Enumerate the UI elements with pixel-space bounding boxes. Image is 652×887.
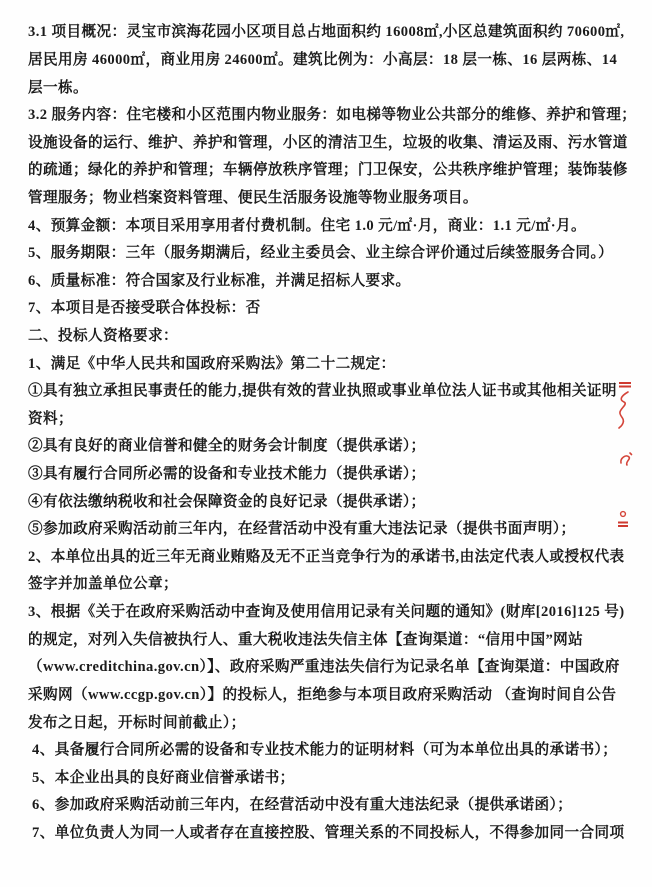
document-text bbox=[28, 17, 642, 845]
document-line: 5、本企业出具的良好商业信誉承诺书； bbox=[28, 769, 295, 786]
document-line: 层一栋。 bbox=[28, 79, 88, 96]
document-line: 3.2 服务内容：住宅楼和小区范围内物业服务：如电梯等物业公共部分的维修、养护和管理； bbox=[28, 107, 637, 124]
document-line: ⑤参加政府采购活动前三年内，在经营活动中没有重大违法记录（提供书面声明）； bbox=[28, 521, 576, 538]
document-line: 3、根据《关于在政府采购活动中查询及使用信用记录有关问题的通知》(财库[2016]125 号) bbox=[28, 604, 625, 621]
document-line: 的规定，对列入失信被执行人、重大税收违法失信主体【查询渠道：“信用中国”网站 bbox=[28, 631, 584, 648]
document-line: ④有依法缴纳税收和社会保障资金的良好记录（提供承诺）； bbox=[28, 493, 426, 510]
document-line: 4、具备履行合同所必需的设备和专业技术能力的证明材料（可为本单位出具的承诺书）； bbox=[28, 742, 618, 759]
document-line: 发布之日起，开标时间前截止）； bbox=[28, 714, 246, 731]
document-line: 7、本项目是否接受联合体投标：否 bbox=[28, 300, 261, 317]
document-line: 6、质量标准：符合国家及行业标准，并满足招标人要求。 bbox=[28, 272, 411, 289]
document-line: （www.creditchina.gov.cn）】、政府采购严重违法失信行为记录名单【查询渠道：中国政府 bbox=[28, 659, 620, 676]
document-line: 3.1 项目概况：灵宝市滨海花园小区项目总占地面积约 16008㎡,小区总建筑面积约 70600㎡, bbox=[28, 24, 625, 41]
document-line: ①具有独立承担民事责任的能力,提供有效的营业执照或事业单位法人证书或其他相关证明 bbox=[28, 383, 617, 400]
document-line: 签字并加盖单位公章； bbox=[28, 576, 178, 593]
document-line: ③具有履行合同所必需的设备和专业技术能力（提供承诺）； bbox=[28, 466, 426, 483]
document-line: 的疏通；绿化的养护和管理；车辆停放秩序管理；门卫保安，公共秩序维护管理；装饰装修 bbox=[28, 162, 628, 179]
document-line: 1、满足《中华人民共和国政府采购法》第二十二规定： bbox=[28, 355, 396, 372]
document-line: ②具有良好的商业信誉和健全的财务会计制度（提供承诺）； bbox=[28, 438, 426, 455]
document-line: 4、预算金额：本项目采用享用者付费机制。住宅 1.0 元/㎡·月，商业：1.1 元/㎡·月。 bbox=[28, 217, 586, 234]
document-line: 管理服务；物业档案资料管理、便民生活服务设施等物业服务项目。 bbox=[28, 189, 478, 206]
document-line: 5、服务期限：三年（服务期满后，经业主委员会、业主综合评价通过后续签服务合同。） bbox=[28, 245, 614, 262]
document-line: 6、参加政府采购活动前三年内，在经营活动中没有重大违法纪录（提供承诺函）； bbox=[28, 797, 573, 814]
document-line: 居民用房 46000㎡，商业用房 24600㎡。建筑比例为：小高层：18 层一栋、16 层两栋、14 bbox=[28, 51, 618, 68]
document-line: 资料； bbox=[28, 410, 73, 427]
document-line: 设施设备的运行、维护、养护和管理，小区的清洁卫生，垃圾的收集、清运及雨、污水管道 bbox=[28, 134, 628, 151]
document-line: 7、单位负责人为同一人或者存在直接控股、管理关系的不同投标人，不得参加同一合同项 bbox=[28, 824, 625, 841]
document-line: 2、本单位出具的近三年无商业贿赂及无不正当竞争行为的承诺书,由法定代表人或授权代表 bbox=[28, 548, 625, 565]
document-line: 二、投标人资格要求： bbox=[28, 328, 178, 344]
document-line: 采购网（www.ccgp.gov.cn）】的投标人，拒绝参与本项目政府采购活动 （查询时间自公告 bbox=[28, 686, 617, 703]
